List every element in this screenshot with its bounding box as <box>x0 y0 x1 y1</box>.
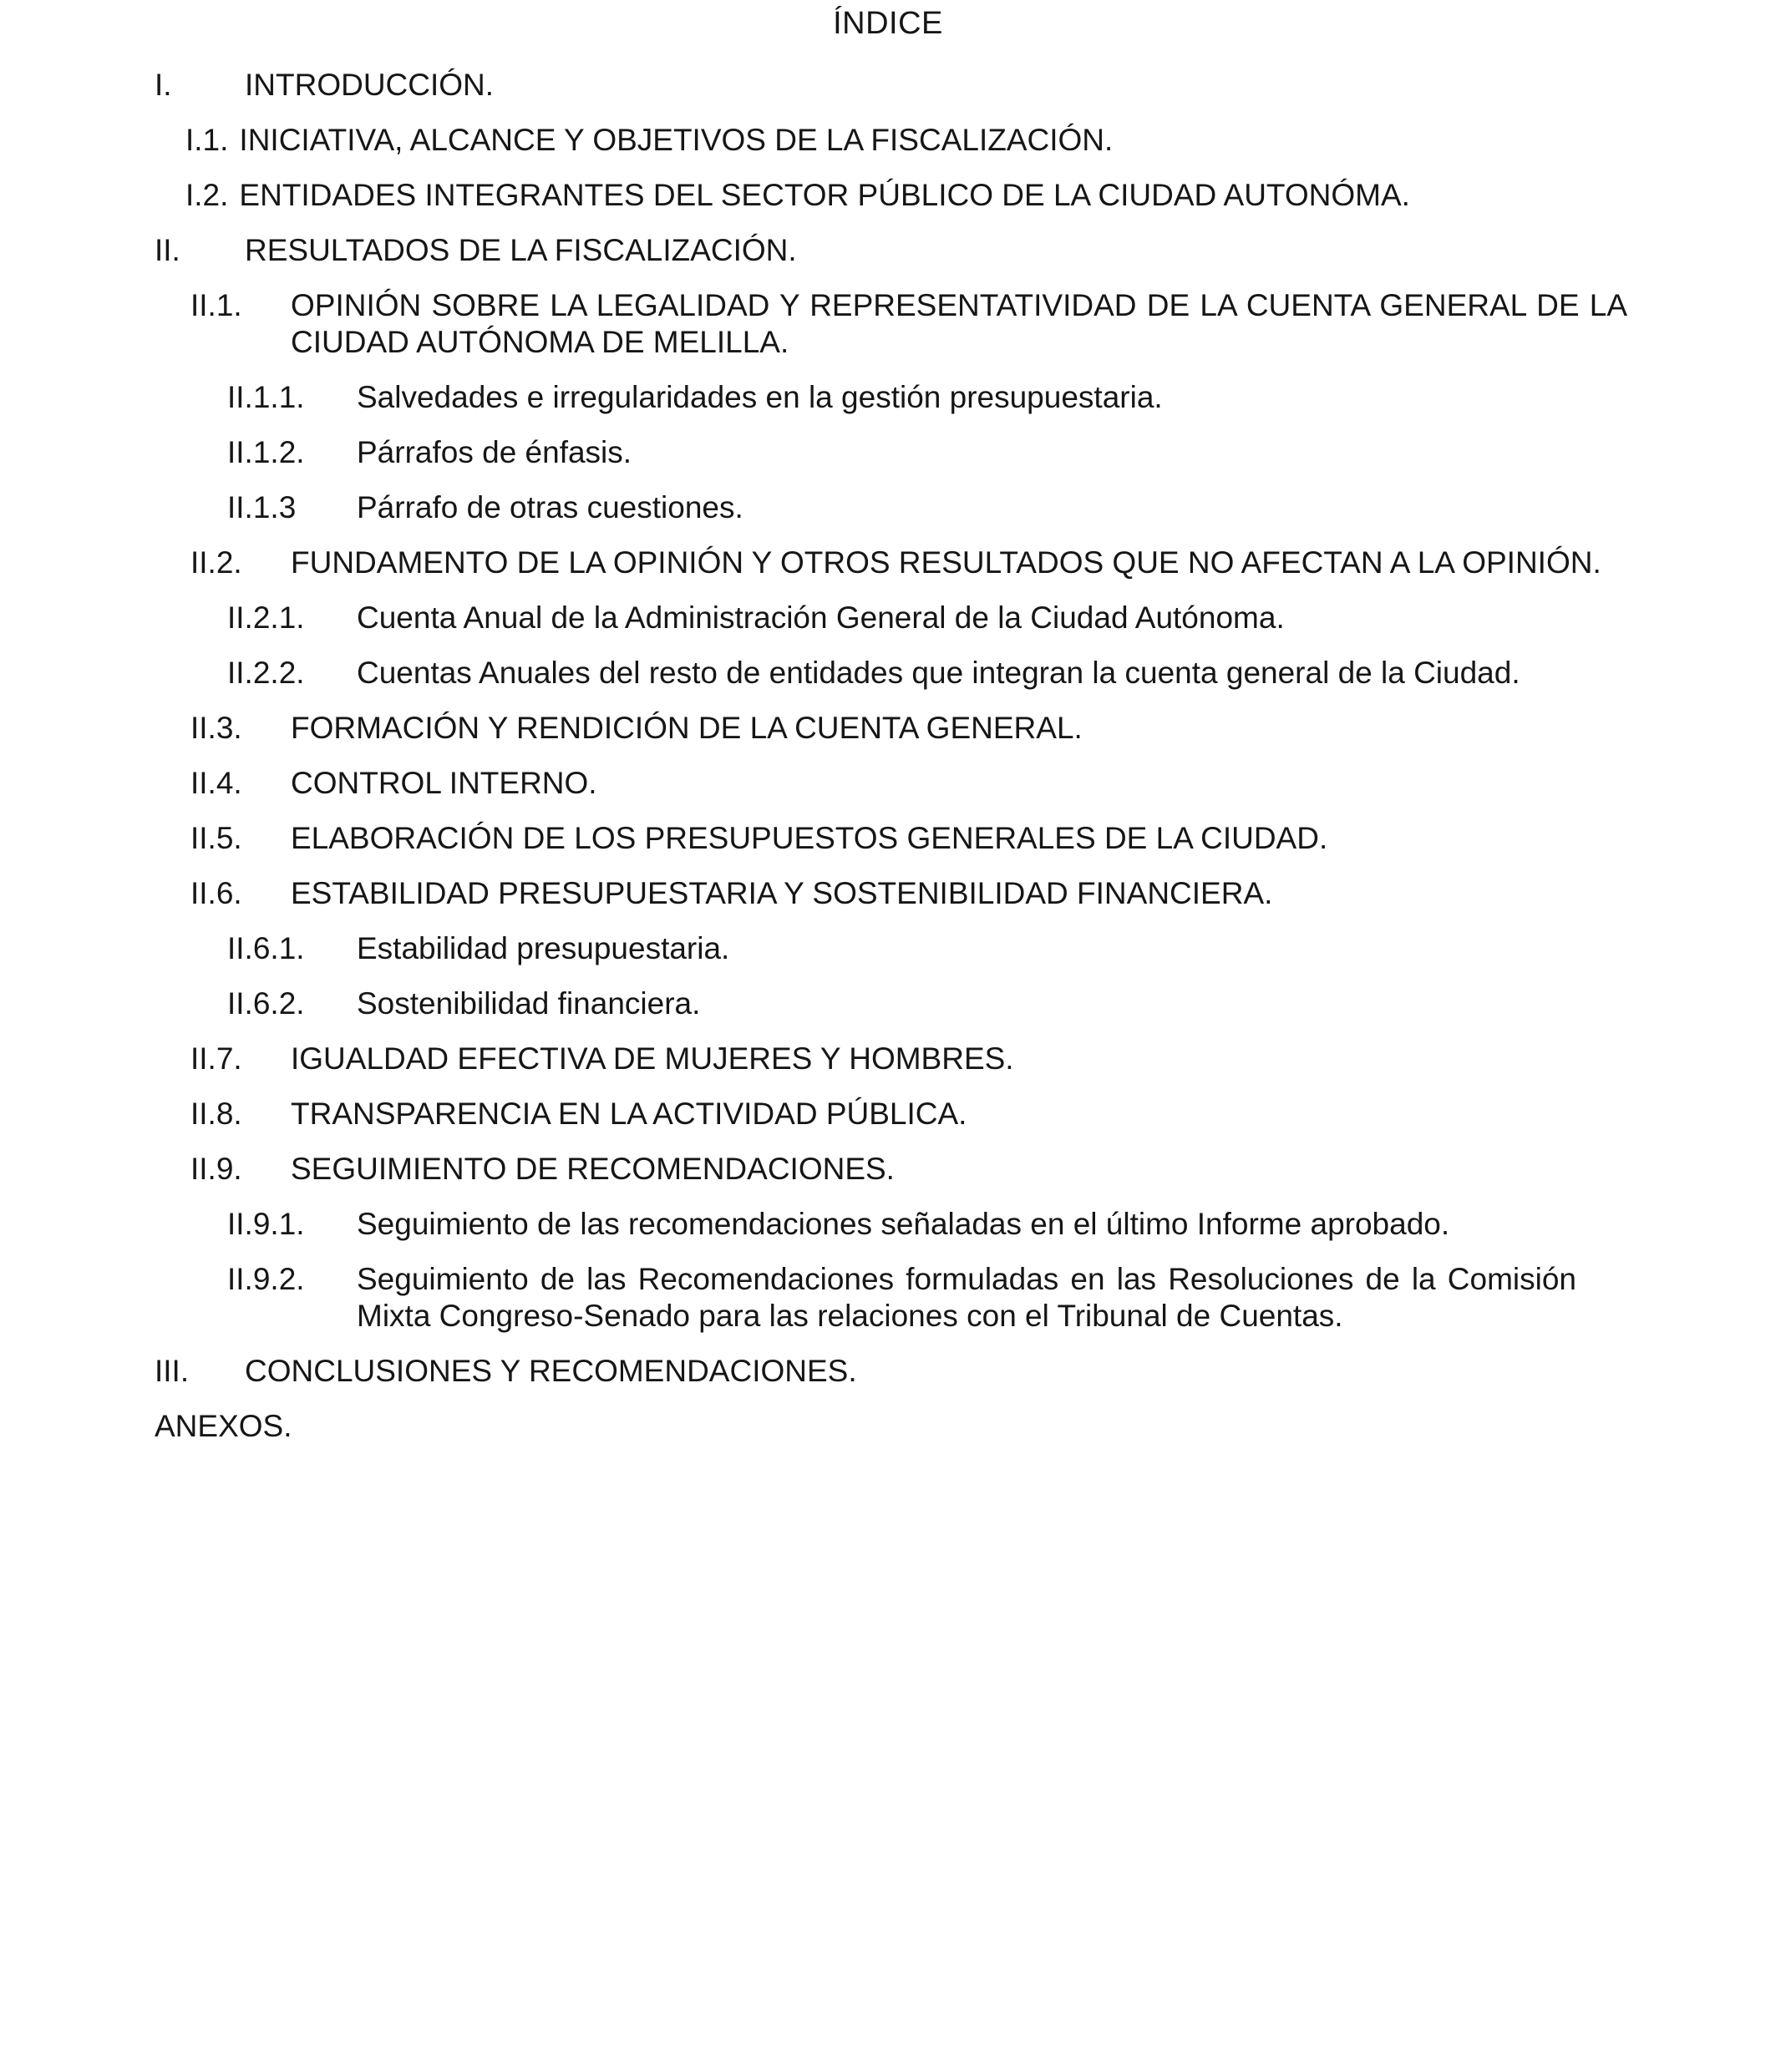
toc-entry <box>0 434 1776 471</box>
toc-entry-number: II.2.1. <box>227 600 305 635</box>
toc-entry-text: Seguimiento de las recomendaciones señaladas en el último Informe aprobado. <box>357 1207 1450 1241</box>
toc-entry <box>0 710 1776 747</box>
toc-entry-number: II.2.2. <box>227 656 305 690</box>
toc-entry <box>0 379 1776 416</box>
toc-entry-number: II.5. <box>190 821 242 855</box>
toc-entry-text: Salvedades e irregularidades en la gestión presupuestaria. <box>357 380 1163 414</box>
table-of-contents <box>0 67 1776 1445</box>
toc-entry-text: Sostenibilidad financiera. <box>357 986 701 1021</box>
toc-entry-number: II.1.2. <box>227 435 305 469</box>
toc-entry-text: ANEXOS. <box>155 1409 292 1443</box>
toc-entry <box>0 1206 1776 1243</box>
toc-entry <box>0 67 1776 104</box>
toc-entry-text: IGUALDAD EFECTIVA DE MUJERES Y HOMBRES. <box>291 1041 1014 1076</box>
toc-entry <box>0 1261 1776 1335</box>
toc-entry-number: II.2. <box>190 545 242 580</box>
toc-entry-number: I.2. <box>185 178 229 212</box>
toc-entry-text: ESTABILIDAD PRESUPUESTARIA Y SOSTENIBILIDAD FINANCIERA. <box>291 876 1273 910</box>
toc-entry <box>0 489 1776 526</box>
toc-entry-text: FUNDAMENTO DE LA OPINIÓN Y OTROS RESULTADOS QUE NO AFECTAN A LA OPINIÓN. <box>291 545 1601 580</box>
toc-entry-number: III. <box>155 1354 190 1388</box>
toc-entry-text: INTRODUCCIÓN. <box>245 68 495 102</box>
toc-entry <box>0 545 1776 581</box>
toc-entry-text: RESULTADOS DE LA FISCALIZACIÓN. <box>245 233 797 267</box>
toc-entry <box>0 177 1776 214</box>
toc-entry-text: Párrafo de otras cuestiones. <box>357 490 743 524</box>
toc-entry-number: II.9.2. <box>227 1262 305 1296</box>
toc-entry-number: I. <box>155 68 172 102</box>
toc-entry-number: I.1. <box>185 123 229 157</box>
toc-entry-text: FORMACIÓN Y RENDICIÓN DE LA CUENTA GENERAL. <box>291 711 1083 745</box>
toc-entry-text: Estabilidad presupuestaria. <box>357 931 730 965</box>
page-title: ÍNDICE <box>833 6 943 41</box>
toc-entry-text: SEGUIMIENTO DE RECOMENDACIONES. <box>291 1152 895 1186</box>
toc-entry-number: II.6.1. <box>227 931 305 965</box>
toc-entry <box>0 985 1776 1022</box>
toc-entry-number: II.9. <box>190 1152 242 1186</box>
toc-entry-number: II.1.1. <box>227 380 305 414</box>
toc-entry <box>0 1408 1776 1445</box>
toc-entry-number: II.1.3 <box>227 490 297 524</box>
toc-entry-text: INICIATIVA, ALCANCE Y OBJETIVOS DE LA FISCALIZACIÓN. <box>239 123 1114 157</box>
toc-entry <box>0 875 1776 912</box>
toc-entry-number: II.8. <box>190 1097 242 1131</box>
toc-entry <box>0 1096 1776 1132</box>
toc-entry <box>0 765 1776 802</box>
toc-entry-text: CONCLUSIONES Y RECOMENDACIONES. <box>245 1354 857 1388</box>
toc-entry-text: ENTIDADES INTEGRANTES DEL SECTOR PÚBLICO DE LA CIUDAD AUTONÓMA. <box>239 178 1410 212</box>
toc-entry <box>0 287 1776 361</box>
toc-entry-number: II.4. <box>190 766 242 800</box>
toc-entry-text: Seguimiento de las Recomendaciones formuladas en las Resoluciones de la Comisión Mixta Congreso-Senado para las relaciones con el Tribunal de Cuentas. <box>357 1262 1576 1333</box>
toc-entry-number: II.1. <box>190 288 242 322</box>
toc-entry-text: Cuentas Anuales del resto de entidades que integran la cuenta general de la Ciudad. <box>357 656 1520 690</box>
toc-entry-text: TRANSPARENCIA EN LA ACTIVIDAD PÚBLICA. <box>291 1097 967 1131</box>
toc-entry <box>0 232 1776 269</box>
toc-entry <box>0 1151 1776 1188</box>
toc-entry <box>0 600 1776 636</box>
toc-entry <box>0 820 1776 857</box>
toc-entry-text: CONTROL INTERNO. <box>291 766 597 800</box>
toc-entry-text: Párrafos de énfasis. <box>357 435 632 469</box>
toc-entry <box>0 122 1776 159</box>
toc-entry-text: OPINIÓN SOBRE LA LEGALIDAD Y REPRESENTATIVIDAD DE LA CUENTA GENERAL DE LA CIUDAD AUTÓNOMA DE MELILLA. <box>291 288 1627 359</box>
toc-entry-number: II. <box>155 233 180 267</box>
toc-entry <box>0 1353 1776 1390</box>
toc-entry <box>0 930 1776 967</box>
toc-entry-number: II.6. <box>190 876 242 910</box>
toc-entry <box>0 655 1776 692</box>
toc-entry <box>0 1041 1776 1077</box>
toc-entry-text: ELABORACIÓN DE LOS PRESUPUESTOS GENERALES DE LA CIUDAD. <box>291 821 1328 855</box>
toc-entry-number: II.3. <box>190 711 242 745</box>
toc-entry-number: II.6.2. <box>227 986 305 1021</box>
toc-entry-number: II.9.1. <box>227 1207 305 1241</box>
toc-entry-text: Cuenta Anual de la Administración General de la Ciudad Autónoma. <box>357 600 1285 635</box>
toc-entry-number: II.7. <box>190 1041 242 1076</box>
